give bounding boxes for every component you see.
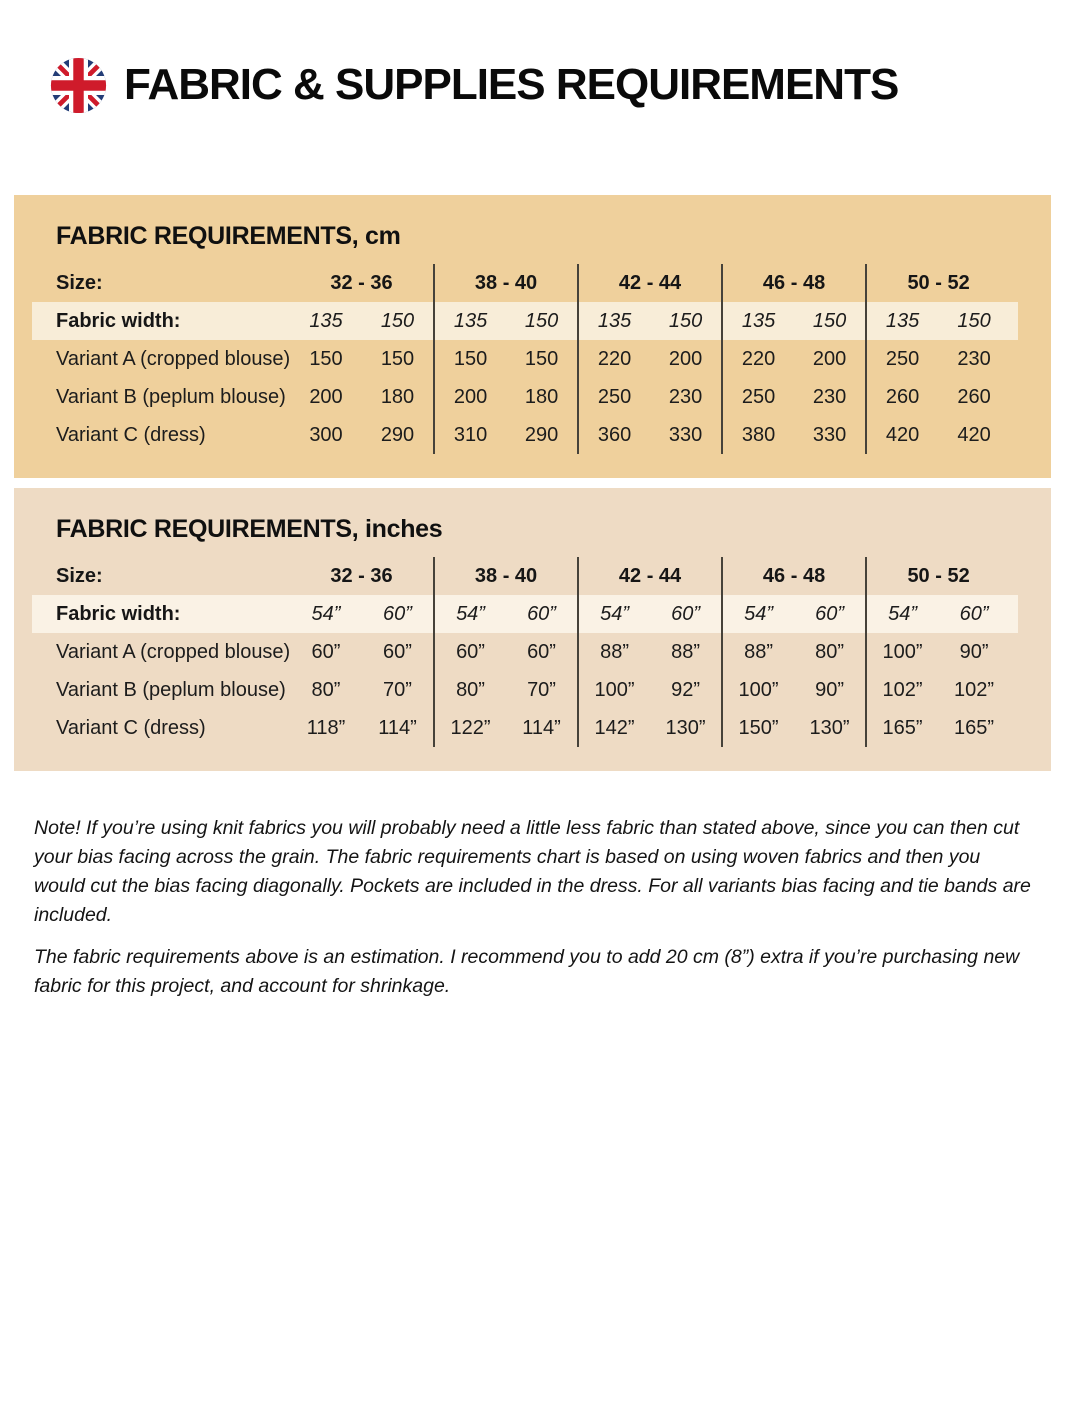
size-header: 50 - 52: [866, 264, 1010, 302]
variant-value: 380: [722, 416, 794, 454]
fabric-width-row: [14, 302, 1051, 340]
table-title-cm: FABRIC REQUIREMENTS, cm: [56, 222, 401, 250]
size-label: Size:: [56, 271, 103, 294]
variant-value: 90”: [815, 678, 844, 701]
size-row: [14, 557, 1051, 595]
variant-value: 118”: [306, 716, 346, 739]
variant-value: 88”: [578, 633, 650, 671]
variant-b-row: [14, 671, 1051, 709]
variant-value: 100”: [722, 671, 794, 709]
size-label: Size:: [56, 564, 103, 587]
fabric-width-value: 150: [938, 302, 1010, 340]
page-title: FABRIC & SUPPLIES REQUIREMENTS: [124, 60, 899, 109]
variant-value: 88”: [671, 640, 700, 663]
variant-value: 230: [668, 385, 703, 408]
fabric-width-value: 135: [290, 302, 362, 340]
variant-value: 114”: [522, 716, 561, 739]
fabric-width-label: Fabric width:: [14, 302, 290, 340]
variant-value: 150: [524, 347, 559, 370]
size-header: 46 - 48: [722, 264, 866, 302]
variant-c-row: [14, 416, 1051, 454]
fabric-width-value: 150: [506, 302, 578, 340]
fabric-width-value: 135: [722, 302, 794, 340]
variant-value: 180: [380, 385, 415, 408]
fabric-requirements-cm-section: [14, 195, 1051, 478]
notes: [34, 814, 1034, 1001]
spacer: [1010, 595, 1051, 633]
variant-label: Variant A (cropped blouse): [56, 347, 291, 370]
fabric-width-value: 150: [362, 302, 434, 340]
variant-value: 70”: [383, 678, 412, 701]
fabric-requirements-inches-section: [14, 488, 1051, 771]
fabric-width-value: 54”: [722, 595, 794, 633]
variant-value: 150: [309, 347, 343, 370]
variant-a-row: [14, 633, 1051, 671]
variant-value: 88”: [722, 633, 794, 671]
variant-value: 310: [434, 416, 506, 454]
variant-value: 60”: [527, 640, 556, 663]
spacer: [1010, 416, 1051, 454]
variant-label: Variant C (dress): [56, 716, 206, 739]
spacer: [1010, 557, 1051, 595]
variant-value: 330: [812, 423, 847, 446]
size-header: 42 - 44: [578, 264, 722, 302]
spacer: [1010, 671, 1051, 709]
page-header: [50, 56, 1065, 114]
variant-value: 150”: [722, 709, 794, 747]
variant-value: 90”: [959, 640, 989, 663]
spacer: [1010, 709, 1051, 747]
variant-value: 290: [524, 423, 559, 446]
variant-value: 60”: [311, 640, 341, 663]
fabric-width-value: 150: [794, 302, 866, 340]
note-paragraph: The fabric requirements above is an estimation. I recommend you to add 20 cm (8”) extra if you’re purchasing new fabric for this project, and account for shrinkage.: [34, 946, 1020, 998]
variant-label: Variant B (peplum blouse): [56, 385, 286, 408]
variant-value: 80”: [815, 640, 844, 663]
fabric-width-label: Fabric width:: [14, 595, 290, 633]
uk-flag-icon: [50, 57, 107, 114]
spacer: [1010, 302, 1051, 340]
fabric-width-value: 60”: [794, 595, 866, 633]
fabric-width-value: 135: [578, 302, 650, 340]
variant-value: 102”: [866, 671, 938, 709]
variant-value: 102”: [954, 678, 995, 701]
fabric-width-value: 60”: [650, 595, 722, 633]
fabric-width-value: 150: [650, 302, 722, 340]
size-header: 46 - 48: [722, 557, 866, 595]
fabric-width-value: 54”: [290, 595, 362, 633]
variant-value: 230: [812, 385, 847, 408]
variant-value: 200: [309, 385, 343, 408]
variant-value: 130”: [809, 716, 850, 739]
variant-value: 142”: [578, 709, 650, 747]
variant-value: 220: [722, 340, 794, 378]
variant-value: 300: [309, 423, 343, 446]
spacer: [1010, 633, 1051, 671]
variant-value: 230: [957, 347, 991, 370]
variant-value: 114”: [378, 716, 417, 739]
variant-value: 100”: [578, 671, 650, 709]
variant-value: 250: [866, 340, 938, 378]
variant-value: 122”: [434, 709, 506, 747]
variant-value: 165”: [866, 709, 938, 747]
variant-value: 130”: [665, 716, 706, 739]
note-paragraph: Note! If you’re using knit fabrics you will probably need a little less fabric than stated above, since you can then cut your bias facing across the grain. The fabric requirements chart is based on using woven fabrics and then you would cut the bias facing diagonally. Pockets are included in the dress. For all variants bias facing and tie bands are included.: [34, 817, 1031, 926]
variant-value: 360: [578, 416, 650, 454]
size-header: 38 - 40: [434, 264, 578, 302]
variant-label: Variant A (cropped blouse): [56, 640, 291, 663]
size-header: 50 - 52: [866, 557, 1010, 595]
spacer: [1010, 378, 1051, 416]
size-header: 32 - 36: [330, 271, 393, 294]
spacer: [1010, 264, 1051, 302]
variant-value: 260: [866, 378, 938, 416]
variant-value: 330: [668, 423, 703, 446]
size-header: 32 - 36: [330, 564, 393, 587]
size-row: [14, 264, 1051, 302]
fabric-width-value: 135: [434, 302, 506, 340]
variant-value: 200: [434, 378, 506, 416]
variant-c-row: [14, 709, 1051, 747]
variant-value: 200: [668, 347, 703, 370]
fabric-width-value: 60”: [506, 595, 578, 633]
variant-value: 200: [812, 347, 847, 370]
variant-value: 60”: [383, 640, 412, 663]
variant-value: 70”: [527, 678, 556, 701]
variant-value: 150: [434, 340, 506, 378]
fabric-width-row: [14, 595, 1051, 633]
variant-value: 250: [722, 378, 794, 416]
variant-label: Variant B (peplum blouse): [56, 678, 286, 701]
variant-value: 80”: [434, 671, 506, 709]
variant-value: 180: [524, 385, 559, 408]
variant-value: 290: [380, 423, 415, 446]
variant-value: 60”: [434, 633, 506, 671]
variant-value: 80”: [311, 678, 341, 701]
fabric-width-value: 60”: [938, 595, 1010, 633]
fabric-width-value: 135: [866, 302, 938, 340]
fabric-requirements-cm-table: [14, 264, 1051, 454]
variant-value: 165”: [954, 716, 995, 739]
variant-b-row: [14, 378, 1051, 416]
variant-value: 420: [957, 423, 991, 446]
fabric-width-value: 54”: [578, 595, 650, 633]
variant-value: 100”: [866, 633, 938, 671]
fabric-requirements-inches-table: [14, 557, 1051, 747]
fabric-width-value: 54”: [434, 595, 506, 633]
variant-label: Variant C (dress): [56, 423, 206, 446]
fabric-width-value: 54”: [866, 595, 938, 633]
spacer: [1010, 340, 1051, 378]
table-title-inches: FABRIC REQUIREMENTS, inches: [56, 515, 443, 543]
variant-a-row: [14, 340, 1051, 378]
variant-value: 220: [578, 340, 650, 378]
variant-value: 250: [578, 378, 650, 416]
variant-value: 150: [380, 347, 415, 370]
size-header: 42 - 44: [578, 557, 722, 595]
size-header: 38 - 40: [434, 557, 578, 595]
fabric-width-value: 60”: [362, 595, 434, 633]
variant-value: 92”: [671, 678, 700, 701]
variant-value: 420: [866, 416, 938, 454]
variant-value: 260: [957, 385, 991, 408]
